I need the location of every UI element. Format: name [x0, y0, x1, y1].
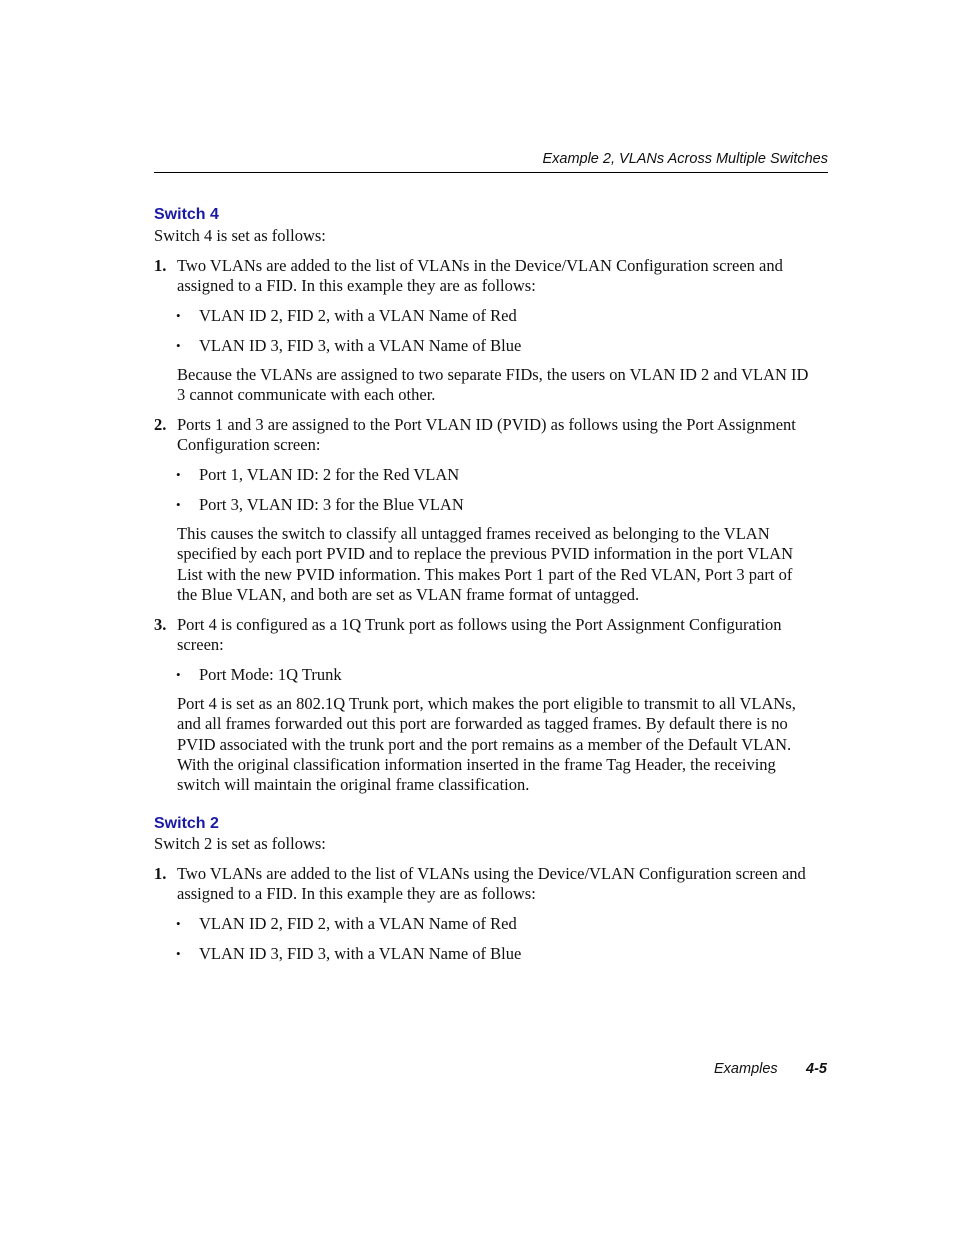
step-note: List with the new PVID information. This makes Port 1 part of the Red VLAN, Port 3 part of — [177, 565, 793, 584]
bullet-text: VLAN ID 3, FID 3, with a VLAN Name of Blue — [199, 944, 522, 963]
bullet-icon: • — [176, 497, 181, 512]
section-intro: Switch 2 is set as follows: — [154, 834, 326, 853]
step-note: With the original classification information inserted in the frame Tag Header, the receiving — [177, 755, 776, 774]
step-text: Two VLANs are added to the list of VLANs using the Device/VLAN Configuration screen and — [177, 864, 806, 883]
step-note: 3 cannot communicate with each other. — [177, 385, 436, 404]
bullet-text: VLAN ID 2, FID 2, with a VLAN Name of Red — [199, 306, 517, 325]
step-text: screen: — [177, 635, 224, 654]
bullet-text: Port 3, VLAN ID: 3 for the Blue VLAN — [199, 495, 464, 514]
section-title-switch-4: Switch 4 — [154, 206, 219, 223]
bullet-icon: • — [176, 308, 181, 323]
step-text: Ports 1 and 3 are assigned to the Port VLAN ID (PVID) as follows using the Port Assignment — [177, 415, 796, 434]
bullet-text: Port 1, VLAN ID: 2 for the Red VLAN — [199, 465, 460, 484]
step-number: 3. — [154, 615, 167, 634]
step-text: Port 4 is configured as a 1Q Trunk port as follows using the Port Assignment Configuration — [177, 615, 782, 634]
bullet-text: VLAN ID 2, FID 2, with a VLAN Name of Red — [199, 914, 517, 933]
bullet-icon: • — [176, 916, 181, 931]
step-note: Port 4 is set as an 802.1Q Trunk port, which makes the port eligible to transmit to all VLANs, — [177, 694, 796, 713]
step-number: 2. — [154, 415, 167, 434]
step-text: Two VLANs are added to the list of VLANs in the Device/VLAN Configuration screen and — [177, 256, 783, 275]
step-note: switch will maintain the original frame classification. — [177, 775, 530, 794]
bullet-icon: • — [176, 946, 181, 961]
step-note: Because the VLANs are assigned to two separate FIDs, the users on VLAN ID 2 and VLAN ID — [177, 365, 809, 384]
bullet-text: Port Mode: 1Q Trunk — [199, 665, 342, 684]
section-intro: Switch 4 is set as follows: — [154, 226, 326, 245]
step-note: PVID associated with the trunk port and the port remains as a member of the Default VLAN. — [177, 735, 792, 754]
step-text: assigned to a FID. In this example they are as follows: — [177, 884, 536, 903]
step-number: 1. — [154, 864, 167, 883]
step-note: This causes the switch to classify all untagged frames received as belonging to the VLAN — [177, 524, 770, 543]
step-text: assigned to a FID. In this example they are as follows: — [177, 276, 536, 295]
footer-chapter-label: Examples — [714, 1061, 778, 1077]
step-text: Configuration screen: — [177, 435, 321, 454]
step-note: the Blue VLAN, and both are set as VLAN frame format of untagged. — [177, 585, 640, 604]
bullet-icon: • — [176, 338, 181, 353]
header-title: Example 2, VLANs Across Multiple Switches — [542, 151, 828, 167]
bullet-icon: • — [176, 667, 181, 682]
step-number: 1. — [154, 256, 167, 275]
bullet-text: VLAN ID 3, FID 3, with a VLAN Name of Blue — [199, 336, 522, 355]
running-header — [154, 150, 828, 173]
step-note: specified by each port PVID and to replace the previous PVID information in the port VLAN — [177, 544, 793, 563]
bullet-icon: • — [176, 467, 181, 482]
footer-page-number: 4-5 — [806, 1061, 827, 1077]
step-note: and all frames forwarded out this port are forwarded as tagged frames. By default there is no — [177, 714, 788, 733]
section-title-switch-2: Switch 2 — [154, 815, 219, 832]
